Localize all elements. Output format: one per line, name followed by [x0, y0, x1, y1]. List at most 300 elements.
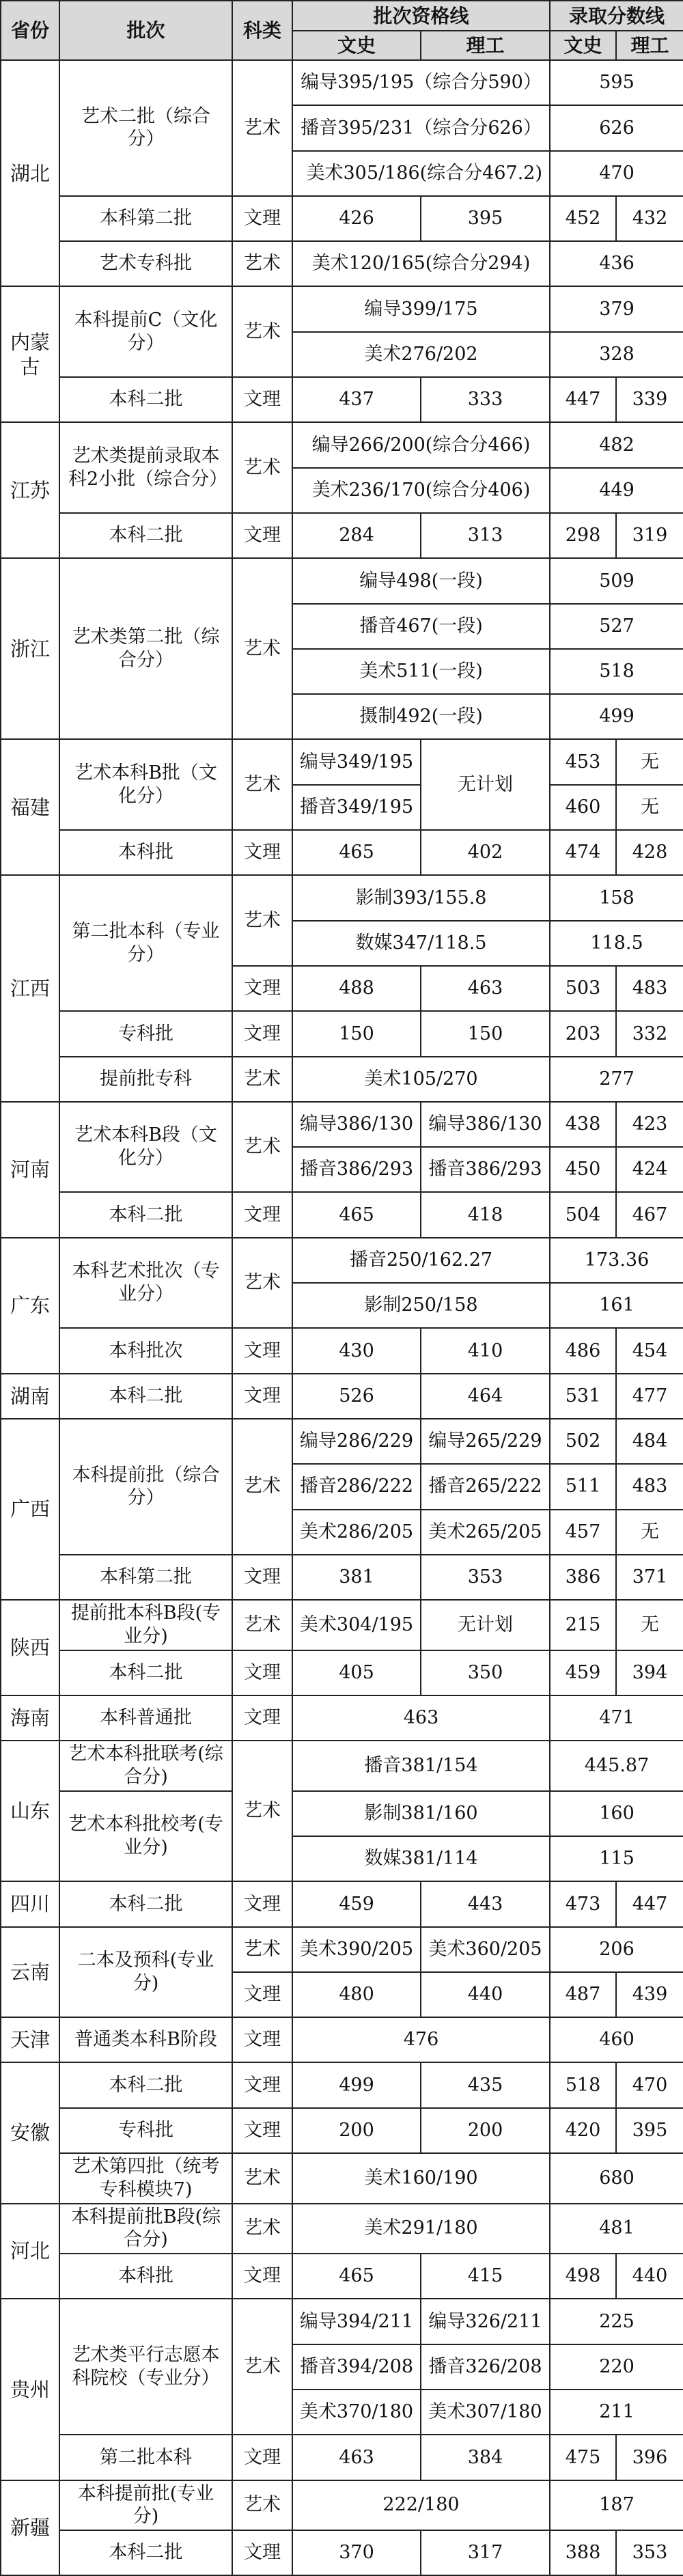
value-cell: 艺术	[232, 2204, 292, 2254]
value-cell: 423	[616, 1102, 683, 1147]
table-row	[1, 2299, 683, 2344]
value-cell: 播音326/208	[421, 2344, 550, 2390]
province-cell: 湖北	[1, 60, 59, 286]
value-cell: 158	[550, 875, 683, 920]
value-cell: 225	[550, 2299, 683, 2344]
value-cell: 文理	[232, 2062, 292, 2107]
value-cell: 艺术	[232, 60, 292, 196]
table-row	[1, 1791, 683, 1836]
value-cell: 438	[550, 1102, 616, 1147]
value-cell: 美术276/202	[292, 332, 550, 377]
value-cell: 艺术	[232, 558, 292, 739]
value-cell: 498	[550, 2254, 616, 2299]
value-cell: 518	[550, 649, 683, 694]
value-cell: 381	[292, 1555, 421, 1600]
value-cell: 文理	[232, 2017, 292, 2062]
value-cell: 453	[550, 739, 616, 784]
value-cell: 370	[292, 2530, 421, 2575]
value-cell: 333	[421, 377, 550, 422]
value-cell: 424	[616, 1147, 683, 1192]
value-cell: 艺术	[232, 1600, 292, 1650]
table-row	[1, 1650, 683, 1695]
value-cell: 艺术	[232, 241, 292, 286]
province-cell: 内蒙古	[1, 286, 59, 422]
value-cell: 美术370/180	[292, 2390, 421, 2435]
province-cell: 江苏	[1, 422, 59, 558]
batch-cell: 本科提前批（综合分）	[59, 1419, 232, 1555]
value-cell: 457	[550, 1510, 616, 1555]
table-row	[1, 2254, 683, 2299]
value-cell: 编导286/229	[292, 1419, 421, 1464]
value-cell: 439	[616, 1972, 683, 2017]
value-cell: 编导265/229	[421, 1419, 550, 1464]
table-row	[1, 286, 683, 331]
table-row	[1, 196, 683, 241]
value-cell: 454	[616, 1328, 683, 1373]
value-cell: 文理	[232, 2530, 292, 2575]
province-cell: 江西	[1, 875, 59, 1101]
province-cell: 新疆	[1, 2480, 59, 2576]
header-admit-arts: 文史	[550, 31, 616, 60]
batch-cell: 本科批	[59, 2254, 232, 2299]
value-cell: 460	[550, 785, 616, 830]
batch-cell: 本科第二批	[59, 1555, 232, 1600]
value-cell: 415	[421, 2254, 550, 2299]
value-cell: 无	[616, 739, 683, 784]
value-cell: 483	[616, 1464, 683, 1509]
value-cell: 526	[292, 1374, 421, 1419]
value-cell: 488	[292, 966, 421, 1011]
value-cell: 无计划	[421, 739, 550, 830]
value-cell: 502	[550, 1419, 616, 1464]
value-cell: 410	[421, 1328, 550, 1373]
value-cell: 463	[292, 2435, 421, 2480]
value-cell: 467	[616, 1192, 683, 1237]
header-qual-arts: 文史	[292, 31, 421, 60]
table-row	[1, 2435, 683, 2480]
table-row	[1, 241, 683, 286]
value-cell: 美术105/270	[292, 1057, 550, 1102]
value-cell: 200	[292, 2108, 421, 2153]
value-cell: 595	[550, 60, 683, 105]
value-cell: 298	[550, 513, 616, 558]
value-cell: 481	[550, 2204, 683, 2254]
batch-cell: 艺术第四批（统考专科模块7)	[59, 2153, 232, 2204]
value-cell: 艺术	[232, 875, 292, 966]
batch-cell: 专科批	[59, 2108, 232, 2153]
province-cell: 福建	[1, 739, 59, 875]
value-cell: 无计划	[421, 1600, 550, 1650]
province-cell: 河北	[1, 2204, 59, 2299]
value-cell: 394	[616, 1650, 683, 1695]
value-cell: 476	[292, 2017, 550, 2062]
value-cell: 379	[550, 286, 683, 331]
batch-cell: 本科艺术批次（专业分）	[59, 1238, 232, 1329]
batch-cell: 本科二批	[59, 513, 232, 558]
batch-cell: 本科批次	[59, 1328, 232, 1373]
table-row	[1, 1057, 683, 1102]
value-cell: 486	[550, 1328, 616, 1373]
batch-cell: 本科提前批(专业分)	[59, 2480, 232, 2531]
table-row	[1, 875, 683, 920]
value-cell: 文理	[232, 966, 292, 1011]
batch-cell: 艺术本科B段（文化分）	[59, 1102, 232, 1193]
value-cell: 477	[616, 1374, 683, 1419]
value-cell: 编导498(一段)	[292, 558, 550, 603]
value-cell: 编导386/130	[292, 1102, 421, 1147]
value-cell: 499	[292, 2062, 421, 2107]
value-cell: 无	[616, 785, 683, 830]
value-cell: 395	[616, 2108, 683, 2153]
value-cell: 美术120/165(综合分294)	[292, 241, 550, 286]
value-cell: 文理	[232, 1881, 292, 1926]
value-cell: 文理	[232, 1328, 292, 1373]
value-cell: 播音265/222	[421, 1464, 550, 1509]
value-cell: 459	[292, 1881, 421, 1926]
value-cell: 美术236/170(综合分406)	[292, 468, 550, 513]
batch-cell: 提前批本科B段(专业分)	[59, 1600, 232, 1650]
value-cell: 艺术	[232, 1927, 292, 1972]
value-cell: 编导394/211	[292, 2299, 421, 2344]
table-row	[1, 377, 683, 422]
table-row	[1, 739, 683, 784]
table-row	[1, 1555, 683, 1600]
value-cell: 编导326/211	[421, 2299, 550, 2344]
value-cell: 摄制492(一段)	[292, 694, 550, 739]
value-cell: 388	[550, 2530, 616, 2575]
value-cell: 396	[616, 2435, 683, 2480]
batch-cell: 普通类本科B阶段	[59, 2017, 232, 2062]
value-cell: 443	[421, 1881, 550, 1926]
value-cell: 437	[292, 377, 421, 422]
value-cell: 483	[616, 966, 683, 1011]
value-cell: 402	[421, 830, 550, 875]
value-cell: 203	[550, 1011, 616, 1056]
value-cell: 艺术	[232, 1102, 292, 1193]
table-row	[1, 513, 683, 558]
value-cell: 317	[421, 2530, 550, 2575]
value-cell: 无	[616, 1600, 683, 1650]
value-cell: 465	[292, 830, 421, 875]
value-cell: 440	[421, 1972, 550, 2017]
value-cell: 美术286/205	[292, 1510, 421, 1555]
score-cell: 美术305/186(综合分467.2)	[292, 151, 550, 196]
province-cell: 陕西	[1, 1600, 59, 1695]
value-cell: 艺术	[232, 2299, 292, 2435]
value-cell: 511	[550, 1464, 616, 1509]
value-cell: 150	[421, 1011, 550, 1056]
header-category: 科类	[232, 1, 292, 60]
value-cell: 471	[550, 1695, 683, 1741]
value-cell: 文理	[232, 2108, 292, 2153]
table-row	[1, 2108, 683, 2153]
table-row	[1, 60, 683, 105]
value-cell: 215	[550, 1600, 616, 1650]
table-row	[1, 1881, 683, 1926]
province-cell: 浙江	[1, 558, 59, 739]
value-cell: 编导266/200(综合分466)	[292, 422, 550, 467]
province-cell: 山东	[1, 1741, 59, 1881]
value-cell: 470	[550, 151, 683, 196]
value-cell: 美术304/195	[292, 1600, 421, 1650]
value-cell: 播音467(一段)	[292, 604, 550, 649]
value-cell: 播音394/208	[292, 2344, 421, 2390]
value-cell: 463	[421, 966, 550, 1011]
value-cell: 504	[550, 1192, 616, 1237]
table-row	[1, 1102, 683, 1147]
value-cell: 470	[616, 2062, 683, 2107]
table-row	[1, 2017, 683, 2062]
table-row	[1, 1600, 683, 1650]
value-cell: 播音349/195	[292, 785, 421, 830]
value-cell: 430	[292, 1328, 421, 1373]
table-row	[1, 1695, 683, 1741]
value-cell: 440	[616, 2254, 683, 2299]
value-cell: 449	[550, 468, 683, 513]
value-cell: 313	[421, 513, 550, 558]
value-cell: 187	[550, 2480, 683, 2531]
value-cell: 编导395/195（综合分590）	[292, 60, 550, 105]
value-cell: 150	[292, 1011, 421, 1056]
province-cell: 海南	[1, 1695, 59, 1741]
value-cell: 353	[616, 2530, 683, 2575]
value-cell: 161	[550, 1283, 683, 1328]
table-row	[1, 1238, 683, 1283]
value-cell: 115	[550, 1836, 683, 1881]
value-cell: 465	[292, 1192, 421, 1237]
value-cell: 680	[550, 2153, 683, 2204]
value-cell: 编导349/195	[292, 739, 421, 784]
value-cell: 播音386/293	[421, 1147, 550, 1192]
province-cell: 安徽	[1, 2062, 59, 2203]
value-cell: 美术360/205	[421, 1927, 550, 1972]
table-row	[1, 2062, 683, 2107]
value-cell: 艺术	[232, 2153, 292, 2204]
province-cell: 天津	[1, 2017, 59, 2062]
value-cell: 数媒347/118.5	[292, 921, 550, 966]
value-cell: 386	[550, 1555, 616, 1600]
province-cell: 广东	[1, 1238, 59, 1374]
value-cell: 美术160/190	[292, 2153, 550, 2204]
value-cell: 200	[421, 2108, 550, 2153]
value-cell: 211	[550, 2390, 683, 2435]
value-cell: 463	[292, 1695, 550, 1741]
value-cell: 220	[550, 2344, 683, 2390]
value-cell: 文理	[232, 1695, 292, 1741]
value-cell: 文理	[232, 2254, 292, 2299]
value-cell: 482	[550, 422, 683, 467]
value-cell: 350	[421, 1650, 550, 1695]
value-cell: 418	[421, 1192, 550, 1237]
value-cell: 626	[550, 105, 683, 150]
value-cell: 影制393/155.8	[292, 875, 550, 920]
province-cell: 河南	[1, 1102, 59, 1238]
value-cell: 332	[616, 1011, 683, 1056]
value-cell: 527	[550, 604, 683, 649]
value-cell: 美术390/205	[292, 1927, 421, 1972]
value-cell: 173.36	[550, 1238, 683, 1283]
batch-cell: 艺术本科B批（文化分）	[59, 739, 232, 830]
value-cell: 284	[292, 513, 421, 558]
table-row	[1, 2530, 683, 2575]
value-cell: 531	[550, 1374, 616, 1419]
value-cell: 美术511(一段)	[292, 649, 550, 694]
value-cell: 编导399/175	[292, 286, 550, 331]
value-cell: 艺术	[232, 2480, 292, 2531]
value-cell: 487	[550, 1972, 616, 2017]
value-cell: 339	[616, 377, 683, 422]
table-row	[1, 422, 683, 467]
value-cell: 518	[550, 2062, 616, 2107]
value-cell: 426	[292, 196, 421, 241]
table-row	[1, 2480, 683, 2531]
value-cell: 影制381/160	[292, 1791, 550, 1836]
value-cell: 播音395/231（综合分626）	[292, 105, 550, 150]
value-cell: 420	[550, 2108, 616, 2153]
value-cell: 475	[550, 2435, 616, 2480]
value-cell: 文理	[232, 196, 292, 241]
value-cell: 445.87	[550, 1741, 683, 1791]
value-cell: 文理	[232, 1555, 292, 1600]
value-cell: 509	[550, 558, 683, 603]
value-cell: 艺术	[232, 1238, 292, 1329]
table-row	[1, 2204, 683, 2254]
value-cell: 美术291/180	[292, 2204, 550, 2254]
table-row	[1, 830, 683, 875]
province-cell: 广西	[1, 1419, 59, 1600]
province-cell: 四川	[1, 1881, 59, 1926]
value-cell: 艺术	[232, 739, 292, 830]
value-cell: 480	[292, 1972, 421, 2017]
value-cell: 播音286/222	[292, 1464, 421, 1509]
header-admission-line: 录取分数线	[550, 1, 683, 31]
value-cell: 艺术	[232, 1419, 292, 1555]
batch-cell: 第二批本科（专业分）	[59, 875, 232, 1011]
header-province: 省份	[1, 1, 59, 60]
batch-cell: 艺术类第二批（综合分）	[59, 558, 232, 739]
value-cell: 文理	[232, 830, 292, 875]
batch-cell: 艺术本科批校考(专业分)	[59, 1791, 232, 1882]
value-cell: 206	[550, 1927, 683, 1972]
table-row	[1, 1927, 683, 1972]
value-cell: 447	[550, 377, 616, 422]
value-cell: 播音386/293	[292, 1147, 421, 1192]
value-cell: 文理	[232, 1374, 292, 1419]
batch-cell: 专科批	[59, 1011, 232, 1056]
value-cell: 编导386/130	[421, 1102, 550, 1147]
table-header	[1, 1, 683, 60]
batch-cell: 本科第二批	[59, 196, 232, 241]
value-cell: 文理	[232, 513, 292, 558]
value-cell: 395	[421, 196, 550, 241]
value-cell: 文理	[232, 1192, 292, 1237]
value-cell: 460	[550, 2017, 683, 2062]
value-cell: 473	[550, 1881, 616, 1926]
batch-cell: 本科批	[59, 830, 232, 875]
value-cell: 文理	[232, 1972, 292, 2017]
value-cell: 499	[550, 694, 683, 739]
batch-cell: 艺术专科批	[59, 241, 232, 286]
value-cell: 无	[616, 1510, 683, 1555]
batch-cell: 本科二批	[59, 2530, 232, 2575]
value-cell: 319	[616, 513, 683, 558]
value-cell: 459	[550, 1650, 616, 1695]
batch-cell: 艺术本科批联考(综合分)	[59, 1741, 232, 1791]
value-cell: 384	[421, 2435, 550, 2480]
value-cell: 435	[421, 2062, 550, 2107]
batch-cell: 本科二批	[59, 377, 232, 422]
batch-cell: 本科提前C（文化分）	[59, 286, 232, 377]
value-cell: 464	[421, 1374, 550, 1419]
batch-cell: 本科二批	[59, 1192, 232, 1237]
value-cell: 播音250/162.27	[292, 1238, 550, 1283]
value-cell: 艺术	[232, 1741, 292, 1881]
value-cell: 484	[616, 1419, 683, 1464]
header-qual-science: 理工	[421, 31, 550, 60]
value-cell: 371	[616, 1555, 683, 1600]
table-row	[1, 558, 683, 603]
table-row	[1, 1741, 683, 1791]
province-cell: 湖南	[1, 1374, 59, 1419]
batch-cell: 本科二批	[59, 1881, 232, 1926]
table-row	[1, 1419, 683, 1464]
value-cell: 文理	[232, 2435, 292, 2480]
value-cell: 播音381/154	[292, 1741, 550, 1791]
value-cell: 450	[550, 1147, 616, 1192]
header-admit-science: 理工	[616, 31, 683, 60]
value-cell: 405	[292, 1650, 421, 1695]
batch-cell: 本科普通批	[59, 1695, 232, 1741]
value-cell: 452	[550, 196, 616, 241]
value-cell: 艺术	[232, 286, 292, 377]
batch-cell: 本科二批	[59, 2062, 232, 2107]
batch-cell: 艺术类提前录取本科2小批（综合分）	[59, 422, 232, 513]
value-cell: 328	[550, 332, 683, 377]
table-row	[1, 1192, 683, 1237]
value-cell: 222/180	[292, 2480, 550, 2531]
value-cell: 160	[550, 1791, 683, 1836]
value-cell: 465	[292, 2254, 421, 2299]
value-cell: 美术307/180	[421, 2390, 550, 2435]
header-batch: 批次	[59, 1, 232, 60]
value-cell: 美术265/205	[421, 1510, 550, 1555]
value-cell: 428	[616, 830, 683, 875]
value-cell: 文理	[232, 1011, 292, 1056]
table-body	[1, 60, 683, 2575]
value-cell: 118.5	[550, 921, 683, 966]
header-qualification-line: 批次资格线	[292, 1, 550, 31]
value-cell: 447	[616, 1881, 683, 1926]
value-cell: 503	[550, 966, 616, 1011]
batch-cell: 本科二批	[59, 1374, 232, 1419]
province-cell: 云南	[1, 1927, 59, 2018]
value-cell: 474	[550, 830, 616, 875]
value-cell: 432	[616, 196, 683, 241]
value-cell: 文理	[232, 377, 292, 422]
table-row	[1, 1011, 683, 1056]
value-cell: 353	[421, 1555, 550, 1600]
batch-cell: 第二批本科	[59, 2435, 232, 2480]
table-row	[1, 1328, 683, 1373]
value-cell: 436	[550, 241, 683, 286]
value-cell: 艺术	[232, 1057, 292, 1102]
table-row	[1, 1374, 683, 1419]
value-cell: 277	[550, 1057, 683, 1102]
value-cell: 影制250/158	[292, 1283, 550, 1328]
value-cell: 数媒381/114	[292, 1836, 550, 1881]
batch-cell: 提前批专科	[59, 1057, 232, 1102]
batch-cell: 艺术二批（综合分）	[59, 60, 232, 196]
